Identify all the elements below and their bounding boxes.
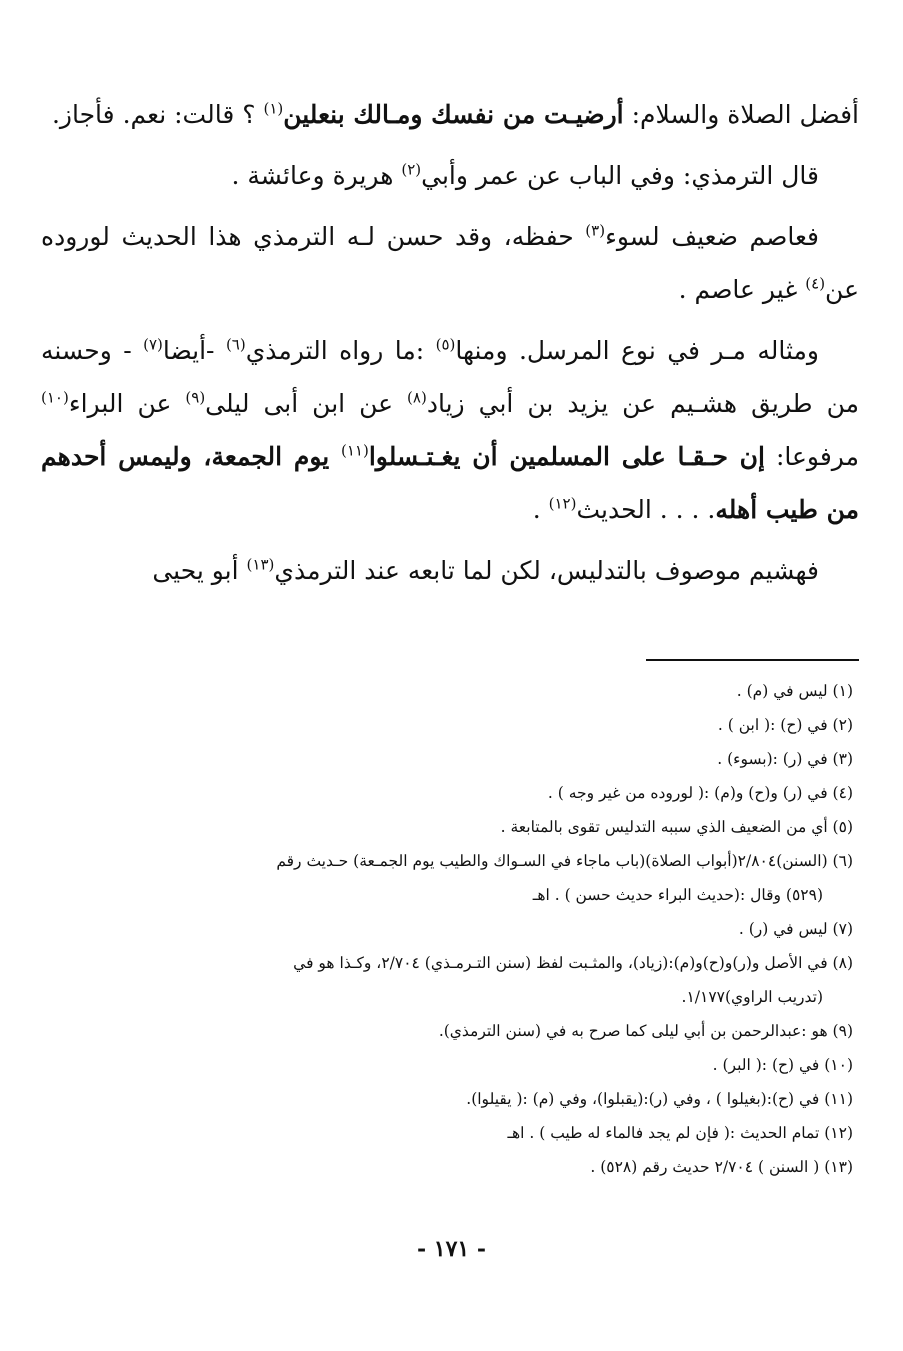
- footnote-8-continued: (تدريب الراوي)١/١٧٧.: [681, 988, 823, 1006]
- footnote-11: (١١) في (ح):(بغيلوا ) ، وفي (ر):(يقبلوا)، وفي (م) :( يقيلوا).: [466, 1090, 853, 1108]
- text-run: ؟ قالت: نعم. فأجاز.: [51, 100, 264, 129]
- bold-hadith: يوم الجمعة، وليمس أحدهم من طيب أهله: [41, 442, 859, 524]
- paragraph-4: [41, 324, 859, 536]
- text-run: - وحسنه من طريق هشـيم عن يزيد بن أبي زياد: [41, 336, 859, 418]
- text-run: .: [532, 495, 549, 524]
- footnote-ref: (١): [263, 99, 284, 118]
- footnote-6-continued: (٥٢٩) وقال :(حديث البراء حديث حسن ) . اهـ: [532, 886, 823, 904]
- footnote-10: (١٠) في (ح) :( البر) .: [712, 1056, 853, 1074]
- text-run: غير عاصم .: [678, 275, 806, 304]
- footnote-6: (٦) (السنن)٢/٨٠٤(أبواب الصلاة)(باب ماجاء في السـواك والطيب يوم الجمـعة) حـديث رقم: [276, 852, 853, 870]
- text-run: مرفوعا:: [764, 442, 859, 471]
- footnote-separator: [646, 659, 859, 661]
- footnote-ref: (٤): [805, 274, 826, 293]
- text-run: ومثاله مـر في نوع المرسل. ومنها: [455, 336, 819, 365]
- text-run: هريرة وعائشة .: [231, 161, 402, 190]
- text-run: أبو يحيى: [152, 556, 247, 585]
- footnote-ref: (٥): [435, 335, 456, 354]
- footnote-ref: (٧): [143, 335, 163, 354]
- text-run: فهشيم موصوف بالتدليس، لكن لما تابعه عند الترمذي: [274, 556, 819, 585]
- bold-quote: أرضيـت من نفسك ومـالك بنعلين: [283, 100, 624, 129]
- text-run: فعاصم ضعيف لسوء: [605, 222, 819, 251]
- footnote-4: (٤) في (ر) و(ح) و(م) :( لوروده من غير وجه ) .: [547, 784, 853, 802]
- text-run: عن البراء: [68, 389, 186, 418]
- page-number: - ١٧١ -: [416, 1236, 487, 1262]
- footnote-ref: (٩): [185, 388, 206, 407]
- footnote-5: (٥) أي من الضعيف الذي سببه التدليس تقوى بالمتابعة .: [500, 818, 853, 836]
- footnote-8: (٨) في الأصل و(ر)و(ح)و(م):(زياد)، والمثـبت لفظ (سنن التـرمـذي) ٢/٧٠٤، وكـذا هو في: [293, 954, 853, 972]
- text-run: -أيضا: [162, 336, 226, 365]
- footnote-1: (١) ليس في (م) .: [736, 682, 853, 700]
- footnote-7: (٧) ليس في (ر) .: [738, 920, 853, 938]
- main-text: [41, 88, 859, 605]
- footnote-ref: (٦): [225, 335, 246, 354]
- paragraph-1: [41, 88, 859, 141]
- footnote-ref: (١٢): [548, 494, 577, 513]
- footnote-2: (٢) في (ح) :( ابن ) .: [717, 716, 853, 734]
- footnote-ref: (٢): [401, 160, 422, 179]
- footnote-ref: (٨): [407, 388, 427, 407]
- footnote-ref: (٣): [585, 221, 606, 240]
- text-run: أفضل الصلاة والسلام:: [623, 100, 859, 129]
- bold-hadith: إن حـقـا على المسلمين أن يغـتـسلوا: [368, 442, 765, 471]
- footnotes: [43, 674, 853, 1184]
- footnote-3: (٣) في (ر) :(بسوء) .: [717, 750, 853, 768]
- text-run: . . . . الحديث: [576, 495, 716, 524]
- footnote-9: (٩) هو :عبدالرحمن بن أبي ليلى كما صرح به في (سنن الترمذي).: [438, 1022, 853, 1040]
- paragraph-5: [41, 544, 859, 597]
- footnote-ref: (١٣): [246, 555, 275, 574]
- text-run: قال الترمذي: وفي الباب عن عمر وأبي: [421, 161, 819, 190]
- text-run: حفظه، وقد حسن لـه الترمذي هذا الحديث لوروده عن: [41, 222, 859, 304]
- text-run: :ما رواه الترمذي: [245, 336, 436, 365]
- footnote-ref: (١٠): [41, 388, 69, 407]
- footnote-12: (١٢) تمام الحديث :( فإن لم يجد فالماء له طيب ) . اهـ: [507, 1124, 853, 1142]
- footnote-13: (١٣) ( السنن ) ٢/٧٠٤ حديث رقم (٥٢٨) .: [590, 1158, 853, 1176]
- footnote-ref: (١١): [341, 441, 369, 460]
- paragraph-3: [41, 210, 859, 316]
- text-run: عن ابن أبى ليلى: [205, 389, 408, 418]
- paragraph-2: [41, 149, 859, 202]
